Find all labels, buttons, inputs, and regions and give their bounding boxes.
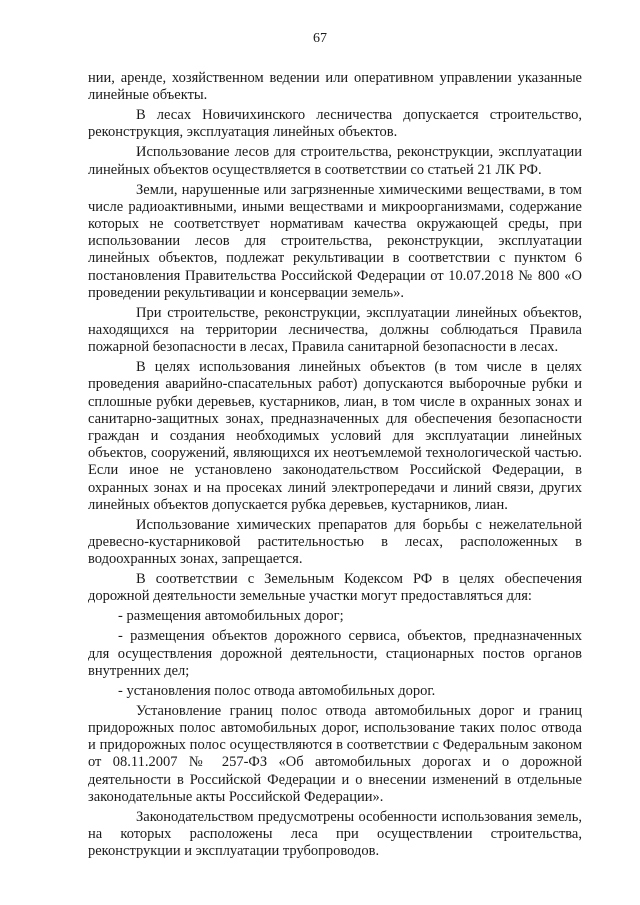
- paragraph: Земли, нарушенные или загрязненные химическими веществами, в том числе радиоактивными, иными веществами и микроорганизмами, содержание которых не соответствует нормативам качества окружающей среды, при использовании лесов для строительства, реконструкции, эксплуатации линейных объектов, подлежат рекультивации в соответствии с пунктом 6 постановления Правительства Российской Федерации от 10.07.2018 № 800 «О проведении рекультивации и консервации земель».: [88, 181, 582, 301]
- paragraph: Установление границ полос отвода автомобильных дорог и границ придорожных полос автомобильных дорог, использование таких полос отвода и придорожных полос осуществляются в соответствии с Федеральным законом от 08.11.2007 № 257-ФЗ «Об автомобильных дорогах и о дорожной деятельности в Российской Федерации и о внесении изменений в отдельные законодательные акты Российской Федерации».: [88, 702, 582, 805]
- paragraph: Использование химических препаратов для борьбы с нежелательной древесно-кустарниковой растительностью в лесах, расположенных в водоохранных зонах, запрещается.: [88, 516, 582, 568]
- paragraph: При строительстве, реконструкции, эксплуатации линейных объектов, находящихся на территории лесничества, должны соблюдаться Правила пожарной безопасности в лесах, Правила санитарной безопасности в лесах.: [88, 304, 582, 356]
- page-number: 67: [313, 31, 327, 46]
- paragraph: В лесах Новичихинского лесничества допускается строительство, реконструкция, эксплуатация линейных объектов.: [88, 107, 582, 141]
- paragraph: В соответствии с Земельным Кодексом РФ в целях обеспечения дорожной деятельности земельные участки могут предоставляться для:: [88, 571, 582, 605]
- list-item: - установления полос отвода автомобильных дорог.: [118, 682, 436, 699]
- list-item: - размещения объектов дорожного сервиса, объектов, предназначенных для осуществления дорожной деятельности, стационарных постов органов внутренних дел;: [88, 628, 582, 679]
- body-text: [88, 70, 582, 863]
- paragraph: Использование лесов для строительства, реконструкции, эксплуатации линейных объектов осуществляется в соответствии со статьей 21 ЛК РФ.: [88, 144, 582, 178]
- list-item: - размещения автомобильных дорог;: [118, 608, 344, 625]
- paragraph: Законодательством предусмотрены особенности использования земель, на которых расположены леса при осуществлении строительства, реконструкции и эксплуатации трубопроводов.: [88, 808, 582, 860]
- paragraph-continuation: нии, аренде, хозяйственном ведении или оперативном управлении указанные линейные объекты.: [88, 70, 582, 104]
- paragraph: В целях использования линейных объектов (в том числе в целях проведения аварийно-спасательных работ) допускаются выборочные рубки и сплошные рубки деревьев, кустарников, лиан, в том числе в охранных зонах и санитарно-защитных зонах, предназначенных для обеспечения безопасности граждан и создания необходимых условий для эксплуатации линейных объектов, сооружений, являющихся их неотъемлемой технологической частью. Если иное не установлено законодательством Российской Федерации, в охранных зонах и на просеках линий электропередачи и линий связи, других линейных объектов допускается рубка деревьев, кустарников, лиан.: [88, 359, 582, 513]
